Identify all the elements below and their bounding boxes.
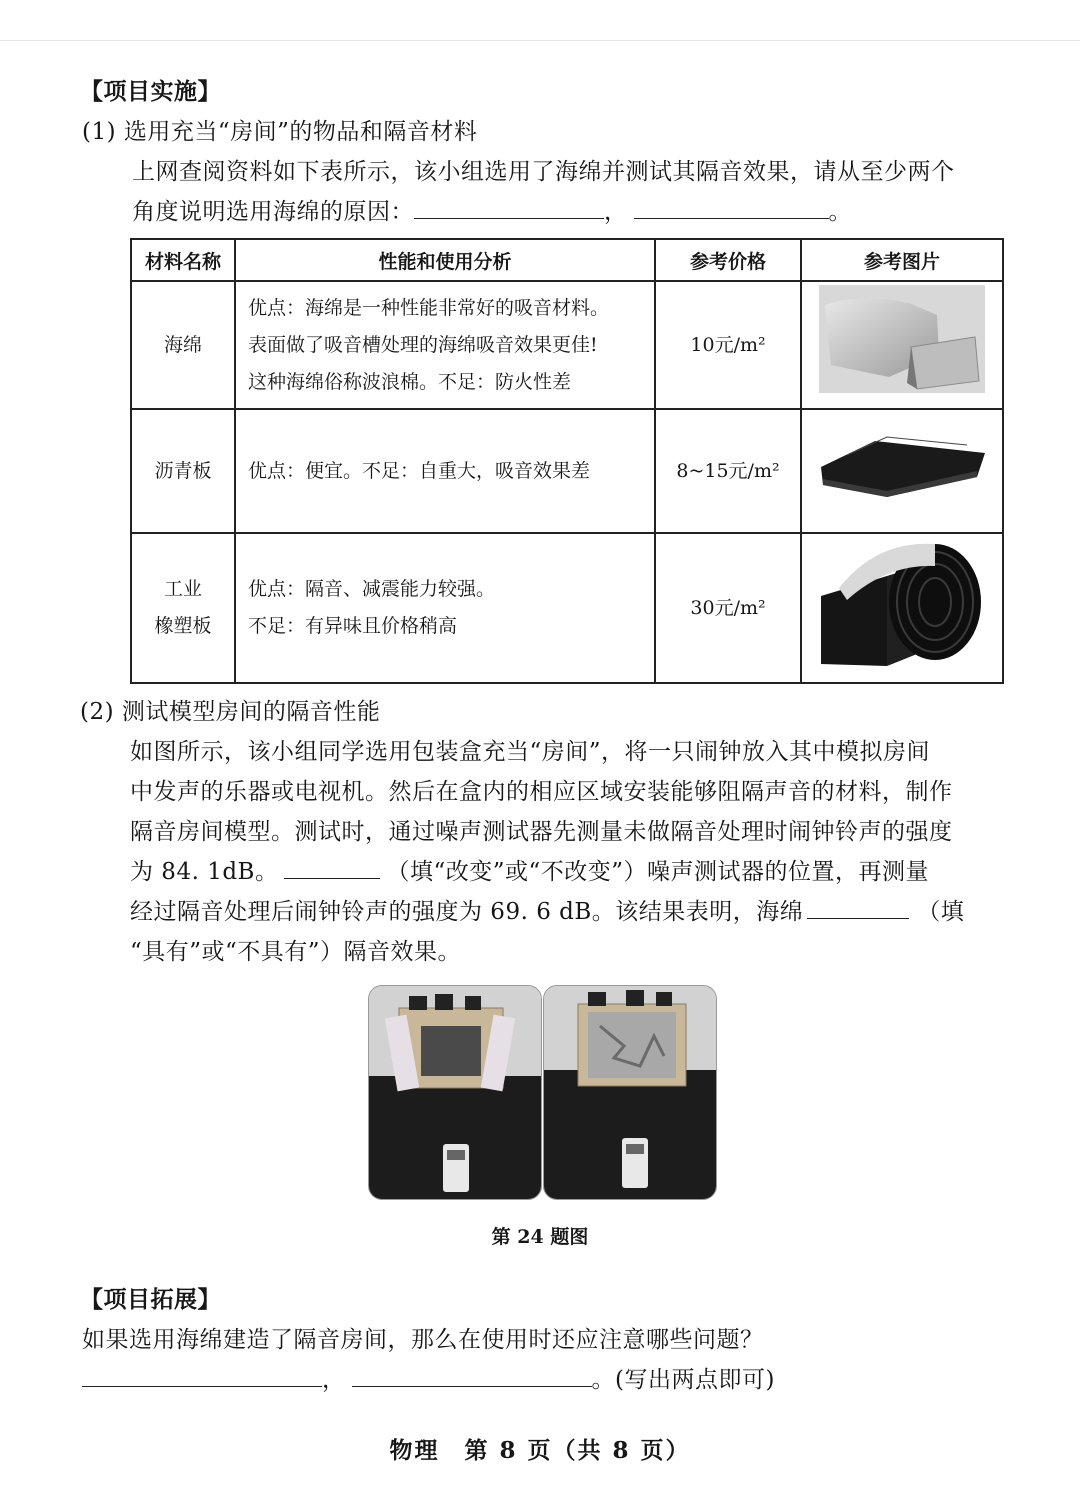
q2-line2: 中发声的乐器或电视机。然后在盒内的相应区域安装能够阻隔声音的材料，制作 [130, 779, 953, 805]
answer-blank-reason-1[interactable] [414, 196, 604, 219]
ext-comma: ， [322, 1367, 346, 1393]
q2-line4-a: 为 84. 1dB。 [130, 859, 279, 885]
q1-title: (1) 选用充当“房间”的物品和隔音材料 [82, 119, 478, 145]
cell-name: 沥青板 [131, 409, 235, 533]
analysis-line: 表面做了吸音槽处理的海绵吸音效果更佳! [248, 333, 598, 356]
sponge-photo-icon [819, 285, 985, 393]
cell-analysis [235, 281, 655, 409]
q2-line1: 如图所示，该小组同学选用包装盒充当“房间”，将一只闹钟放入其中模拟房间 [130, 739, 931, 765]
q2-line3: 隔音房间模型。测试时，通过噪声测试器先测量未做隔音处理时闹钟铃声的强度 [130, 819, 953, 845]
name-line: 橡塑板 [154, 615, 212, 637]
analysis-line: 优点：隔音、减震能力较强。 [248, 578, 496, 600]
q1-line2 [132, 192, 852, 232]
q2-line5-a: 经过隔音处理后闹钟铃声的强度为 69. 6 dB。该结果表明，海绵 [130, 899, 804, 925]
header-image: 参考图片 [801, 239, 1003, 281]
analysis-line: 优点：海绵是一种性能非常好的吸音材料。 [248, 296, 610, 319]
cell-analysis [235, 409, 655, 533]
answer-blank-position[interactable] [284, 856, 380, 879]
q2-line4-b: （填“改变”或“不改变”）噪声测试器的位置，再测量 [386, 859, 930, 885]
q1-line2-prefix: 角度说明选用海绵的原因： [132, 199, 414, 225]
answer-blank-issue-1[interactable] [82, 1364, 322, 1387]
q2-line5-b: （填 [917, 899, 965, 925]
analysis-line: 不足：有异味且价格稍高 [248, 615, 458, 637]
asphalt-board-photo-icon [817, 425, 987, 505]
q2-line6: “具有”或“不具有”）隔音效果。 [130, 939, 462, 965]
q2-title: (2) 测试模型房间的隔音性能 [80, 699, 381, 725]
figure-photo-right [543, 985, 717, 1200]
cell-name [131, 533, 235, 683]
cell-price: 30元/m² [655, 533, 801, 683]
sealed-box-photo-icon [544, 986, 716, 1199]
figure-caption: 第 24 题图 [491, 1226, 589, 1248]
box-with-sponge-photo-icon [369, 986, 541, 1199]
analysis-line: 优点：便宜。不足：自重大，吸音效果差 [248, 459, 591, 482]
header-material-name: 材料名称 [131, 239, 235, 281]
cell-price: 10元/m² [655, 281, 801, 409]
section-implementation-heading: 【项目实施】 [80, 78, 221, 105]
ext-answer-line [82, 1360, 775, 1400]
ext-tail: 。(写出两点即可) [591, 1367, 775, 1393]
rubber-roll-photo-icon [817, 536, 987, 668]
q2-line4 [130, 852, 929, 892]
header-analysis: 性能和使用分析 [235, 239, 655, 281]
materials-table [130, 238, 1004, 684]
q1-period: 。 [828, 199, 852, 225]
cell-name: 海绵 [131, 281, 235, 409]
cell-price: 8~15元/m² [655, 409, 801, 533]
top-divider [0, 40, 1080, 41]
table-row-rubber [131, 533, 1003, 683]
q1-line1: 上网查阅资料如下表所示，该小组选用了海绵并测试其隔音效果，请从至少两个 [132, 159, 955, 185]
cell-image [801, 409, 1003, 533]
page-footer: 物理 第 8 页（共 8 页） [389, 1437, 691, 1464]
table-row-asphalt [131, 409, 1003, 533]
figure-photo-left [368, 985, 542, 1200]
cell-image [801, 533, 1003, 683]
answer-blank-effect[interactable] [807, 896, 909, 919]
header-price: 参考价格 [655, 239, 801, 281]
ext-question: 如果选用海绵建造了隔音房间，那么在使用时还应注意哪些问题？ [82, 1327, 764, 1353]
cell-image [801, 281, 1003, 409]
q1-comma: ， [604, 199, 628, 225]
q2-line5 [130, 892, 964, 932]
name-line: 工业 [163, 578, 202, 600]
table-header-row [131, 239, 1003, 281]
table-row-sponge [131, 281, 1003, 409]
section-extension-heading: 【项目拓展】 [80, 1286, 221, 1313]
answer-blank-reason-2[interactable] [634, 196, 829, 219]
analysis-line: 这种海绵俗称波浪棉。不足：防火性差 [248, 370, 572, 393]
answer-blank-issue-2[interactable] [352, 1364, 592, 1387]
cell-analysis [235, 533, 655, 683]
